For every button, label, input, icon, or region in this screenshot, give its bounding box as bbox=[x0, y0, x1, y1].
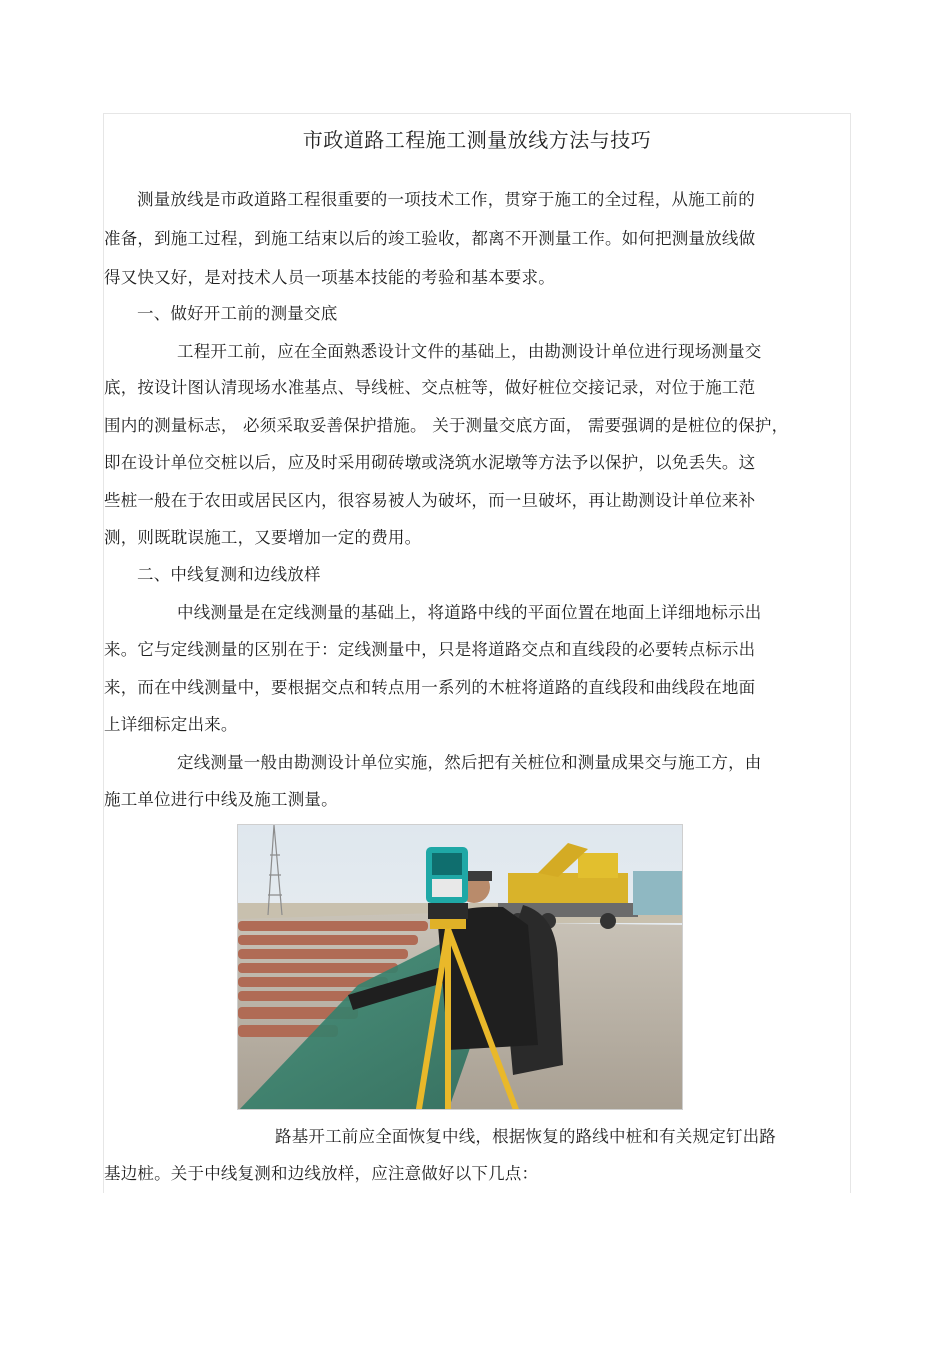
paragraph-line: 来。它与定线测量的区别在于：定线测量中，只是将道路交点和直线段的必要转点标示出 bbox=[104, 640, 756, 659]
paragraph-line: 定线测量一般由勘测设计单位实施，然后把有关桩位和测量成果交与施工方，由 bbox=[177, 753, 762, 772]
paragraph-line: 测，则既耽误施工，又要增加一定的费用。 bbox=[104, 528, 422, 547]
paragraph-line: 路基开工前应全面恢复中线，根据恢复的路线中桩和有关规定钉出路 bbox=[275, 1127, 776, 1146]
paragraph-line: 中线测量是在定线测量的基础上，将道路中线的平面位置在地面上详细地标示出 bbox=[177, 603, 762, 622]
paragraph-line: 得又快又好，是对技术人员一项基本技能的考验和基本要求。 bbox=[104, 268, 555, 287]
paragraph-line: 工程开工前，应在全面熟悉设计文件的基础上，由勘测设计单位进行现场测量交 bbox=[177, 342, 762, 361]
paragraph-line: 些桩一般在于农田或居民区内，很容易被人为破坏，而一旦破坏，再让勘测设计单位来补 bbox=[104, 491, 756, 510]
paragraph-line: 围内的测量标志， 必须采取妥善保护措施。 关于测量交底方面， 需要强调的是桩位的保护， bbox=[104, 416, 789, 435]
paragraph-line: 基边桩。关于中线复测和边线放样，应注意做好以下几点： bbox=[104, 1164, 539, 1183]
paragraph-line: 即在设计单位交桩以后，应及时采用砌砖墩或浇筑水泥墩等方法予以保护，以免丢失。这 bbox=[104, 453, 756, 472]
paragraph-line: 准备，到施工过程，到施工结束以后的竣工验收，都离不开测量工作。如何把测量放线做 bbox=[104, 229, 756, 248]
section-heading: 二、中线复测和边线放样 bbox=[137, 565, 321, 584]
paragraph-line: 施工单位进行中线及施工测量。 bbox=[104, 790, 338, 809]
paragraph-line: 来，而在中线测量中，要根据交点和转点用一系列的木桩将道路的直线段和曲线段在地面 bbox=[104, 678, 756, 697]
document-title: 市政道路工程施工测量放线方法与技巧 bbox=[302, 128, 652, 152]
surveyor-photo bbox=[237, 824, 683, 1110]
paragraph-line: 上详细标定出来。 bbox=[104, 715, 238, 734]
paragraph-line: 测量放线是市政道路工程很重要的一项技术工作，贯穿于施工的全过程，从施工前的 bbox=[137, 190, 755, 209]
section-heading: 一、做好开工前的测量交底 bbox=[137, 304, 338, 323]
paragraph-line: 底，按设计图认清现场水准基点、导线桩、交点桩等，做好桩位交接记录，对位于施工范 bbox=[104, 378, 756, 397]
